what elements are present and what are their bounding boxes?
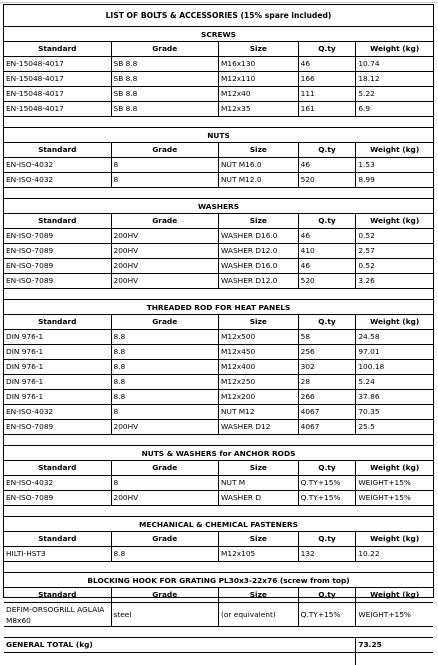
header-grade: Grade (112, 42, 220, 57)
general-total-value: 73.25 (356, 638, 433, 653)
cell-weight: 5.24 (356, 375, 433, 390)
cell-standard: EN-ISO-7089 (4, 229, 112, 244)
cell-size: M12x35 (219, 102, 299, 117)
header-row (4, 42, 433, 57)
table-row (4, 87, 433, 102)
table-row (4, 259, 433, 274)
table-row (4, 476, 433, 491)
header-standard: Standard (4, 588, 112, 603)
header-row (4, 532, 433, 547)
cell-size: M12x40 (219, 87, 299, 102)
sheet-title: LIST OF BOLTS & ACCESSORIES (15% spare included) (4, 5, 433, 27)
header-grade: Grade (112, 315, 220, 330)
cell-standard: DIN 976-1 (4, 330, 112, 345)
table-row (4, 57, 433, 72)
cell-grade: 200HV (112, 244, 220, 259)
header-qty: Q.ty (299, 42, 357, 57)
cell-grade: 8.8 (112, 345, 220, 360)
cell-size: M12x200 (219, 390, 299, 405)
cell-grade: SB 8.8 (112, 72, 220, 87)
cell-weight: 24.58 (356, 330, 433, 345)
header-qty: Q.ty (299, 461, 357, 476)
cell-size: M12x450 (219, 345, 299, 360)
cell-qty: 46 (299, 158, 357, 173)
table-row (4, 330, 433, 345)
section-spacer (4, 627, 433, 638)
cell-standard: EN-ISO-4032 (4, 476, 112, 491)
cell-standard: DIN 976-1 (4, 360, 112, 375)
cell-weight: 18.12 (356, 72, 433, 87)
cell-qty: 46 (299, 229, 357, 244)
cell-qty: 46 (299, 259, 357, 274)
cell-standard: EN-ISO-7089 (4, 259, 112, 274)
table-row (4, 158, 433, 173)
cell-weight: WEIGHT+15% (356, 491, 433, 506)
section-title-nuts-washers-for-anchor-rods: NUTS & WASHERS for ANCHOR RODS (4, 446, 433, 461)
cell-standard: EN-ISO-7089 (4, 244, 112, 259)
table-row (4, 491, 433, 506)
cell-size: (or equivalent) (219, 603, 299, 627)
header-size: Size (219, 532, 299, 547)
cell-standard: EN-ISO-7089 (4, 274, 112, 289)
section-title-nuts: NUTS (4, 128, 433, 143)
header-size: Size (219, 214, 299, 229)
cell-grade: SB 8.8 (112, 102, 220, 117)
cell-grade: 200HV (112, 259, 220, 274)
cell-standard: EN-15048-4017 (4, 57, 112, 72)
header-grade: Grade (112, 588, 220, 603)
table-row (4, 173, 433, 188)
section-title-threaded-rod-for-heat-panels: THREADED ROD FOR HEAT PANELS (4, 300, 433, 315)
cell-standard: EN-ISO-4032 (4, 405, 112, 420)
section-title-mechanical-chemical-fasteners: MECHANICAL & CHEMICAL FASTENERS (4, 517, 433, 532)
cell-grade: 8 (112, 405, 220, 420)
cell-size: M12x250 (219, 375, 299, 390)
header-weight: Weight (kg) (356, 461, 433, 476)
cell-weight: 3.26 (356, 274, 433, 289)
footer-blank-right (356, 653, 433, 665)
table-row (4, 420, 433, 435)
cell-size: NUT M12 (219, 405, 299, 420)
header-standard: Standard (4, 461, 112, 476)
cell-qty: 166 (299, 72, 357, 87)
cell-grade: 200HV (112, 420, 220, 435)
cell-size: M12x105 (219, 547, 299, 562)
cell-weight: 70.35 (356, 405, 433, 420)
cell-qty: 520 (299, 173, 357, 188)
header-standard: Standard (4, 143, 112, 158)
cell-qty: 520 (299, 274, 357, 289)
cell-size: WASHER D16.0 (219, 259, 299, 274)
table-row (4, 102, 433, 117)
cell-grade: 200HV (112, 229, 220, 244)
sheet-top-border (0, 0, 438, 3)
cell-grade: 8.8 (112, 547, 220, 562)
cell-standard: EN-15048-4017 (4, 102, 112, 117)
cell-grade: 8.8 (112, 330, 220, 345)
section-spacer (4, 188, 433, 199)
cell-standard: EN-15048-4017 (4, 87, 112, 102)
cell-weight: 2.57 (356, 244, 433, 259)
cell-standard: HILTI-HST3 (4, 547, 112, 562)
cell-size: M16x130 (219, 57, 299, 72)
section-title-screws: SCREWS (4, 27, 433, 42)
cell-size: NUT M (219, 476, 299, 491)
cell-weight: 97.01 (356, 345, 433, 360)
cell-standard: EN-15048-4017 (4, 72, 112, 87)
cell-grade: SB 8.8 (112, 87, 220, 102)
cell-grade: steel (112, 603, 220, 627)
cell-weight: 0.52 (356, 229, 433, 244)
section-spacer (4, 289, 433, 300)
header-standard: Standard (4, 42, 112, 57)
cell-size: NUT M16.0 (219, 158, 299, 173)
table-row (4, 72, 433, 87)
section-title-washers: WASHERS (4, 199, 433, 214)
cell-weight: 37.86 (356, 390, 433, 405)
table-row (4, 603, 433, 627)
cell-size: WASHER D12 (219, 420, 299, 435)
header-weight: Weight (kg) (356, 42, 433, 57)
cell-standard: EN-ISO-7089 (4, 491, 112, 506)
table-row (4, 274, 433, 289)
cell-size: M12x110 (219, 72, 299, 87)
cell-weight: 0.52 (356, 259, 433, 274)
cell-standard: EN-ISO-4032 (4, 173, 112, 188)
cell-standard: EN-ISO-4032 (4, 158, 112, 173)
header-standard: Standard (4, 315, 112, 330)
footer-row (4, 653, 433, 665)
cell-qty: 410 (299, 244, 357, 259)
cell-qty: 256 (299, 345, 357, 360)
cell-qty: 266 (299, 390, 357, 405)
cell-weight: 10.22 (356, 547, 433, 562)
cell-grade: 8.8 (112, 375, 220, 390)
cell-grade: 8 (112, 173, 220, 188)
cell-qty: Q.TY+15% (299, 491, 357, 506)
cell-size: M12x500 (219, 330, 299, 345)
cell-size: NUT M12.0 (219, 173, 299, 188)
table-row (4, 375, 433, 390)
header-standard: Standard (4, 532, 112, 547)
header-weight: Weight (kg) (356, 532, 433, 547)
header-row (4, 214, 433, 229)
header-size: Size (219, 143, 299, 158)
cell-size: WASHER D (219, 491, 299, 506)
cell-qty: 302 (299, 360, 357, 375)
cell-qty: 161 (299, 102, 357, 117)
header-qty: Q.ty (299, 315, 357, 330)
header-row (4, 588, 433, 603)
section-spacer (4, 562, 433, 573)
header-row (4, 143, 433, 158)
cell-size: WASHER D12.0 (219, 274, 299, 289)
header-size: Size (219, 588, 299, 603)
cell-standard: DEFIM-ORSOGRILL AGLAIA M8x60 (4, 603, 112, 627)
cell-weight: 8.99 (356, 173, 433, 188)
cell-grade: 8 (112, 476, 220, 491)
cell-weight: 25.5 (356, 420, 433, 435)
header-size: Size (219, 461, 299, 476)
header-weight: Weight (kg) (356, 214, 433, 229)
cell-qty: 58 (299, 330, 357, 345)
cell-qty: 28 (299, 375, 357, 390)
cell-grade: 8.8 (112, 360, 220, 375)
cell-grade: 200HV (112, 491, 220, 506)
header-qty: Q.ty (299, 143, 357, 158)
cell-weight: 1.53 (356, 158, 433, 173)
cell-size: M12x400 (219, 360, 299, 375)
footer-blank-left (4, 653, 356, 665)
table-row (4, 390, 433, 405)
table-row (4, 405, 433, 420)
header-size: Size (219, 315, 299, 330)
cell-qty: 4067 (299, 420, 357, 435)
header-grade: Grade (112, 214, 220, 229)
table-row (4, 360, 433, 375)
header-grade: Grade (112, 461, 220, 476)
header-qty: Q.ty (299, 532, 357, 547)
sections-container (4, 27, 433, 562)
table-row (4, 547, 433, 562)
header-qty: Q.ty (299, 214, 357, 229)
cell-grade: 8 (112, 158, 220, 173)
cell-standard: DIN 976-1 (4, 390, 112, 405)
cell-qty: 46 (299, 57, 357, 72)
section-spacer (4, 435, 433, 446)
header-size: Size (219, 42, 299, 57)
cell-weight: 100.18 (356, 360, 433, 375)
header-grade: Grade (112, 532, 220, 547)
cell-size: WASHER D12.0 (219, 244, 299, 259)
header-weight: Weight (kg) (356, 143, 433, 158)
header-weight: Weight (kg) (356, 315, 433, 330)
section-spacer (4, 117, 433, 128)
cell-standard: DIN 976-1 (4, 375, 112, 390)
header-row (4, 461, 433, 476)
cell-size: WASHER D16.0 (219, 229, 299, 244)
cell-qty: Q.TY+15% (299, 603, 357, 627)
header-standard: Standard (4, 214, 112, 229)
cell-grade: 200HV (112, 274, 220, 289)
section-title-blocking-hook: BLOCKING HOOK FOR GRATING PL30x3-22x76 (screw from top) (4, 573, 433, 588)
cell-weight: WEIGHT+15% (356, 603, 433, 627)
header-weight: Weight (kg) (356, 588, 433, 603)
table-row (4, 345, 433, 360)
cell-grade: 8.8 (112, 390, 220, 405)
cell-qty: 111 (299, 87, 357, 102)
cell-weight: 5.22 (356, 87, 433, 102)
cell-qty: 132 (299, 547, 357, 562)
cell-weight: WEIGHT+15% (356, 476, 433, 491)
cell-weight: 6.9 (356, 102, 433, 117)
cell-qty: Q.TY+15% (299, 476, 357, 491)
table-row (4, 244, 433, 259)
cell-standard: EN-ISO-7089 (4, 420, 112, 435)
general-total-row (4, 638, 433, 653)
header-row (4, 315, 433, 330)
cell-standard: DIN 976-1 (4, 345, 112, 360)
cell-weight: 10.74 (356, 57, 433, 72)
header-grade: Grade (112, 143, 220, 158)
cell-grade: SB 8.8 (112, 57, 220, 72)
general-total-label: GENERAL TOTAL (kg) (4, 638, 356, 653)
cell-qty: 4067 (299, 405, 357, 420)
table-row (4, 229, 433, 244)
header-qty: Q.ty (299, 588, 357, 603)
bolt-list-sheet (3, 4, 434, 649)
section-spacer (4, 506, 433, 517)
